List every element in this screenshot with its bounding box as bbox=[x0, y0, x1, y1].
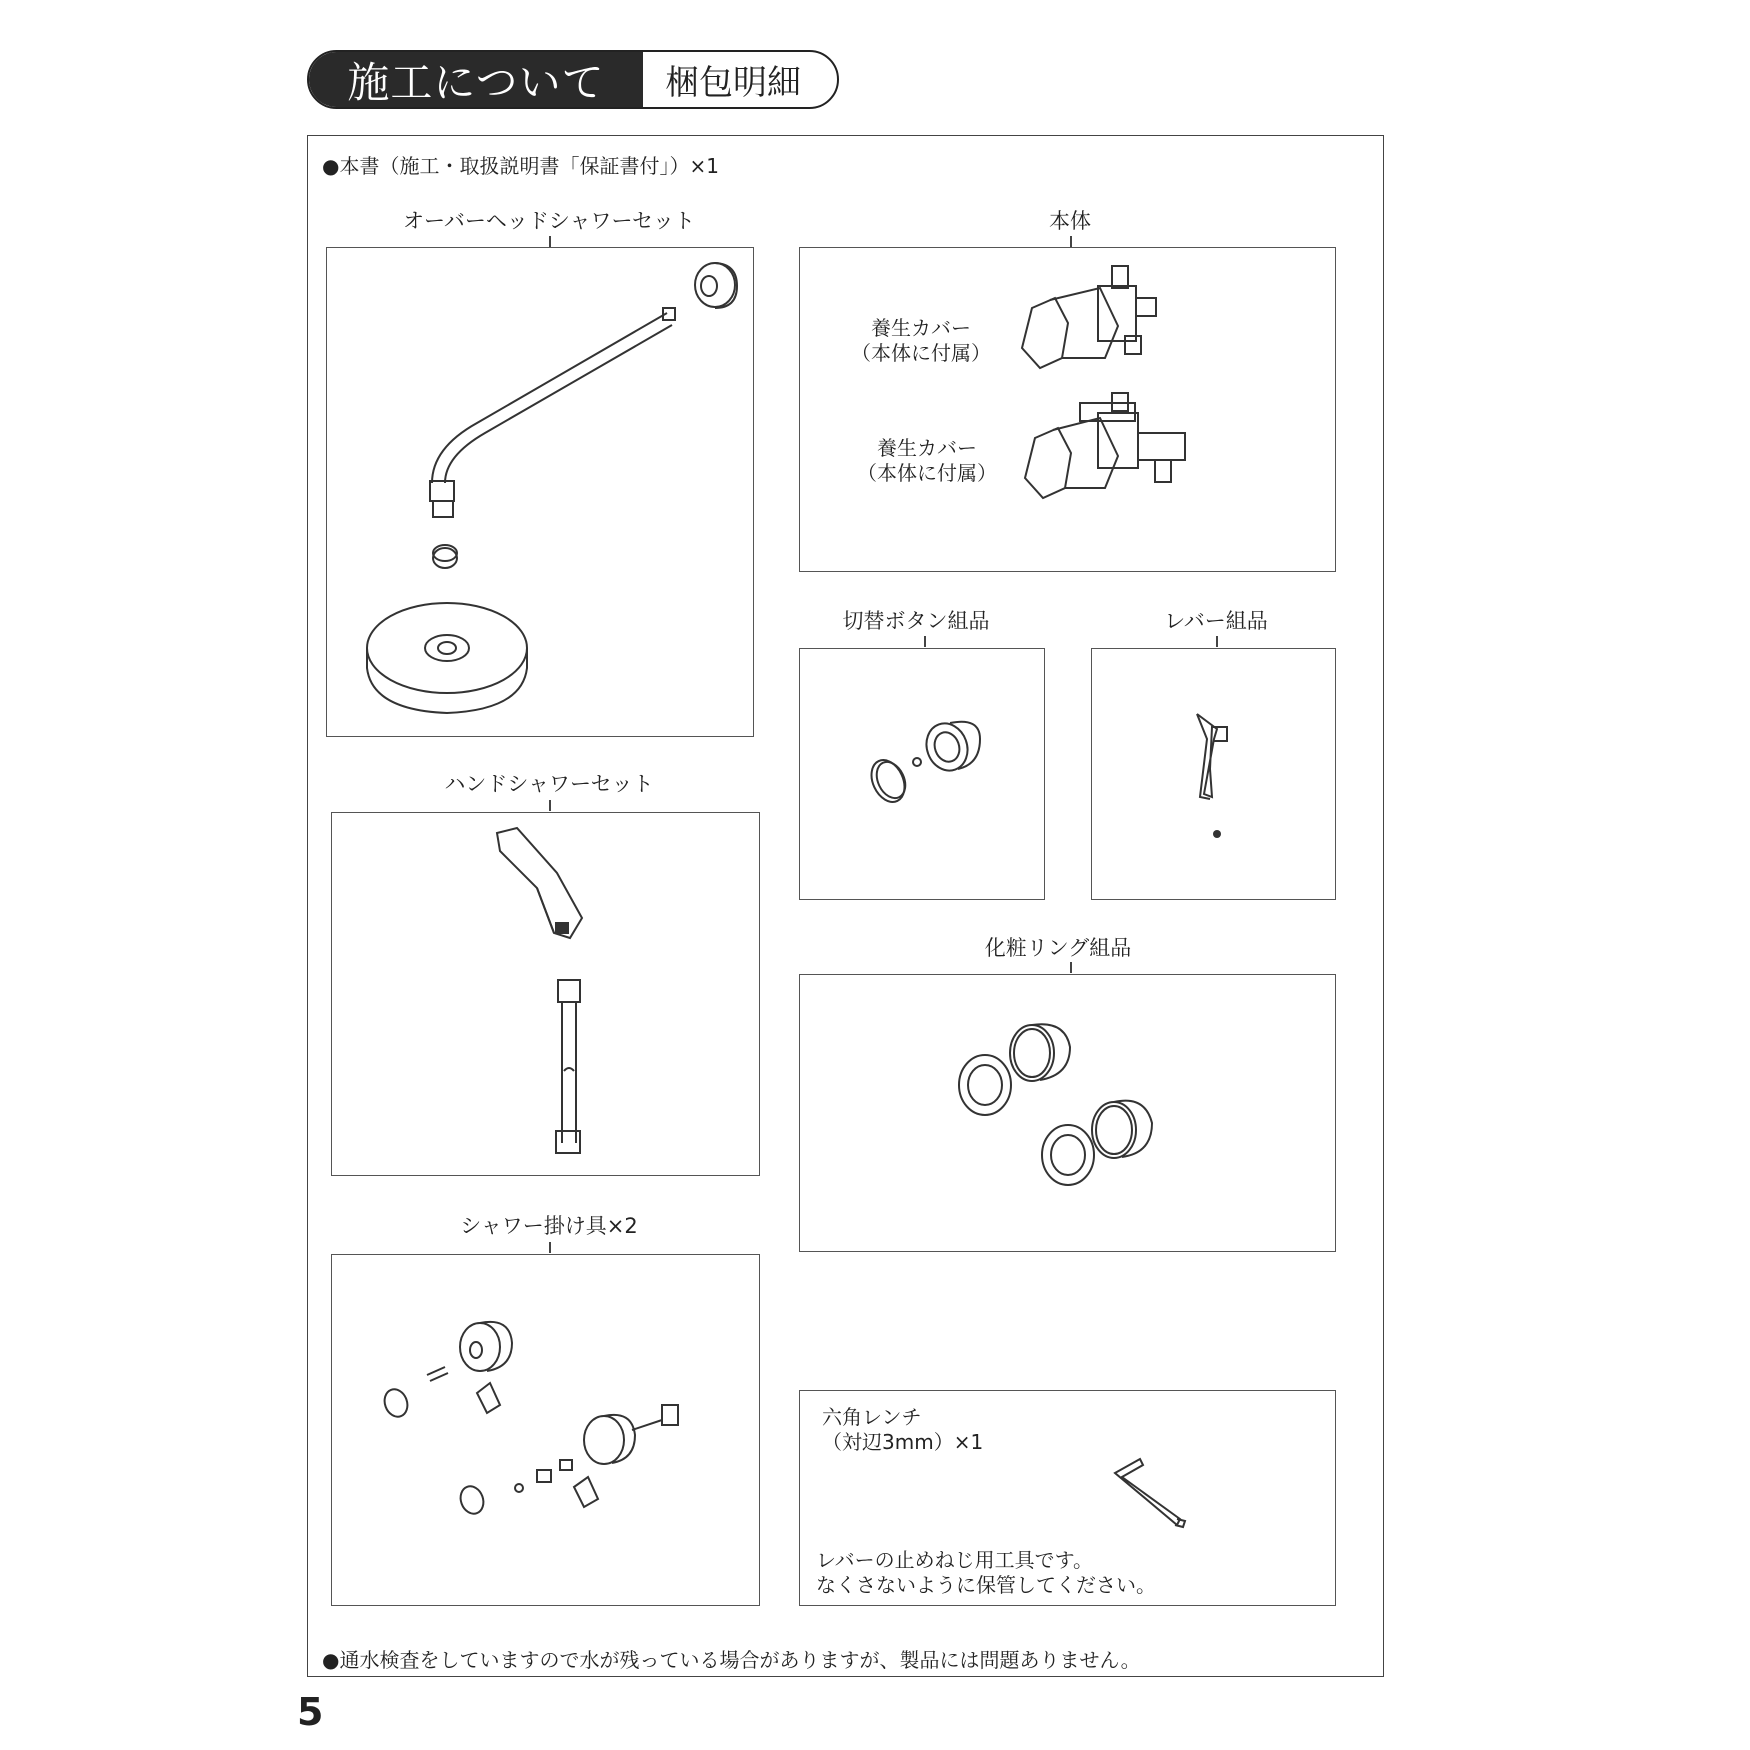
section-subtitle: 梱包明細 bbox=[665, 63, 801, 103]
water-residue-note: ●通水検査をしていますので水が残っている場合がありますが、製品には問題ありません。 bbox=[322, 1648, 1141, 1672]
decorative-ring-label: 化粧リング組品 bbox=[984, 936, 1132, 960]
leader-tick bbox=[549, 1242, 551, 1253]
cover-label: 養生カバー bbox=[871, 316, 971, 340]
lever-illustration bbox=[1092, 649, 1337, 901]
lever-label: レバー組品 bbox=[1164, 609, 1268, 633]
body-label: 本体 bbox=[1049, 209, 1091, 233]
switch-button-illustration bbox=[800, 649, 1046, 901]
lever-box bbox=[1091, 648, 1336, 900]
decorative-ring-box bbox=[799, 974, 1336, 1252]
leader-tick bbox=[549, 800, 551, 811]
section-title: 施工について bbox=[309, 52, 643, 107]
hand-shower-illustration bbox=[332, 813, 761, 1177]
hand-shower-label: ハンドシャワーセット bbox=[444, 772, 654, 796]
shower-hook-box bbox=[331, 1254, 760, 1606]
leader-tick bbox=[924, 636, 926, 647]
overhead-shower-illustration bbox=[327, 248, 755, 738]
page-number: 5 bbox=[297, 1690, 324, 1734]
leader-tick bbox=[1070, 962, 1072, 973]
hex-wrench-size: （対辺3mm）×1 bbox=[822, 1430, 984, 1454]
hex-wrench-caution: なくさないように保管してください。 bbox=[816, 1573, 1156, 1597]
leader-tick bbox=[1216, 636, 1218, 647]
hex-wrench-title: 六角レンチ bbox=[822, 1405, 922, 1429]
cover-sublabel: （本体に付属） bbox=[857, 461, 997, 485]
manual-note: ●本書（施工・取扱説明書「保証書付」）×1 bbox=[322, 154, 719, 178]
body-box bbox=[799, 247, 1336, 572]
hex-wrench-box bbox=[799, 1390, 1336, 1606]
shower-hook-illustration bbox=[332, 1255, 761, 1607]
valve-body-illustration bbox=[800, 248, 1337, 573]
cover-label: 養生カバー bbox=[877, 436, 977, 460]
overhead-shower-label: オーバーヘッドシャワーセット bbox=[402, 209, 696, 233]
switch-button-label: 切替ボタン組品 bbox=[842, 609, 990, 633]
leader-tick bbox=[549, 236, 551, 247]
shower-hook-label: シャワー掛け具×2 bbox=[460, 1214, 638, 1238]
overhead-shower-box bbox=[326, 247, 754, 737]
leader-tick bbox=[1070, 236, 1072, 247]
cover-sublabel: （本体に付属） bbox=[851, 341, 991, 365]
section-header-tab bbox=[307, 50, 839, 109]
decorative-ring-illustration bbox=[800, 975, 1337, 1253]
hand-shower-box bbox=[331, 812, 760, 1176]
switch-button-box bbox=[799, 648, 1045, 900]
hex-wrench-description: レバーの止めねじ用工具です。 bbox=[816, 1548, 1093, 1572]
